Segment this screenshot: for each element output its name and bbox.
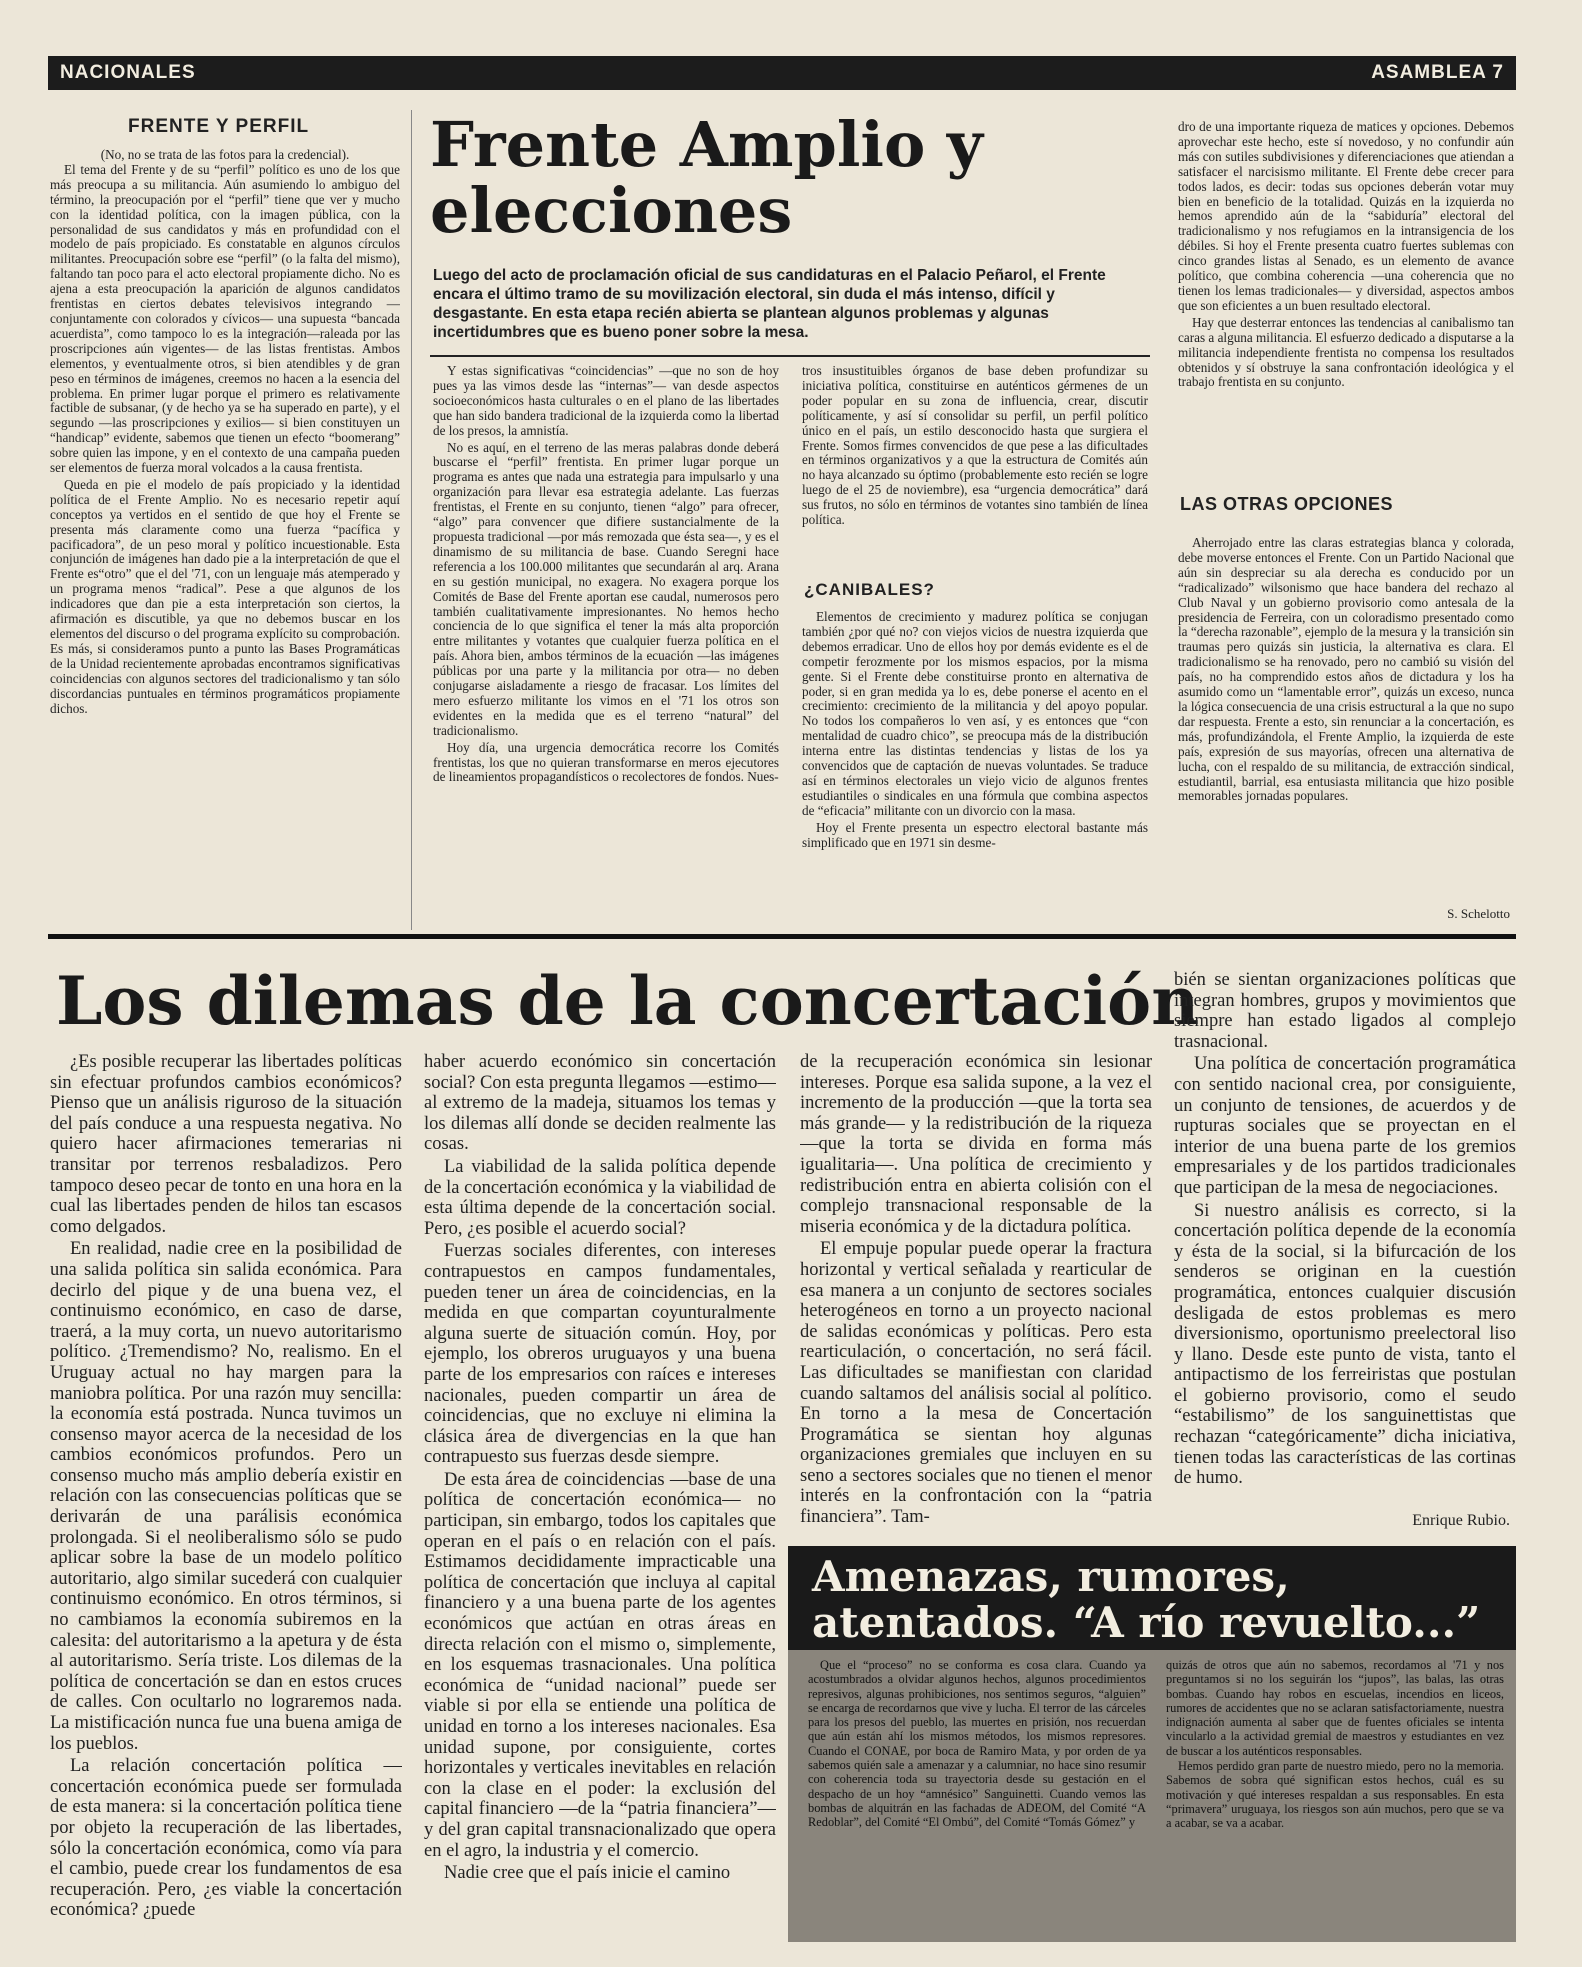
article-paragraph: Fuerzas sociales diferentes, con intereses contrapuestos en campos fundamentales, pueden tener un área de coincidencias, en la medida en que compartan coyunturalmente alguna suerte de situación común. Hoy, por ejemplo, los obreros uruguayos y una buena parte de los empresarios con raíces e intereses nacionales, pueden compartir un área de coincidencias, que no excluye ni elimina la clásica área de divergencias en la que han contrapuesto sus fuerzas desde siempre. bbox=[424, 1241, 776, 1468]
article-paragraph: tros insustituibles órganos de base deben profundizar su iniciativa política, constituirse en auténticos gérmenes de un poder popular en su zona de influencia, crear, discutir políticamente, y así sí consolidar su perfil, un perfil político único en el país, un estilo desconocido hasta que surgiera el Frente. Somos firmes convencidos de que pese a las dificultades en términos organizativos y a que la estructura de Comités aún no haya alcanzado su óptimo (probablemente esto recién se logre luego de el 25 de noviembre), esa “urgencia democrática” dará sus frutos, no sólo en términos de votantes sino también de línea política. bbox=[802, 364, 1148, 528]
article-paragraph: Aherrojado entre las claras estrategias blanca y colorada, debe moverse entonces el Frente. Con un Partido Nacional que aún sin despreciar su ala derecha es conducido por un “radicalizado” wilsonismo que hace bandera del rechazo al Club Naval y un gobierno provisorio como antesala de la presidencia de Ferreira, con un coloradismo presentado como la “derecha razonable”, ejemplo de la mesura y la transición sin traumas pero quizás sin justicia, la alternativa es clara. El tradicionalismo se ha renovado, pero no cambió su visión del país, no ha comprendido estos años de dictadura y los ha asumido como un “lamentable error”, quizás un exceso, nunca la lógica consecuencia de una crisis estructural a la que no supo dar respuesta. Frente a esto, sin renunciar a la concertación, es más, profundizándola, el Frente Amplio, la izquierda de este país, expresión de sus mayorías, ofrecen una alternativa de lucha, con el respaldo de su militancia, de extracción sindical, estudiantil, barrial, esa entusiasta militancia que hizo posible memorables jornadas populares. bbox=[1178, 536, 1514, 804]
article-paragraph: Elementos de crecimiento y madurez política se conjugan también ¿por qué no? con viejos vicios de nuestra izquierda que debemos erradicar. Uno de ellos hoy por demás evidente es el de competir ferozmente por los mismos espacios, por la misma gente. Si el Frente debe constituirse pronto en alternativa de poder, si en gran medida ya lo es, debe ponerse el acento en el crecimiento: crecimiento de la militancia y del apoyo popular. No todos los compañeros lo ven así, y es entonces que “con mentalidad de cuadro chico”, se preocupa más de la distribución interna entre las distintas tendencias y listas de los ya convencidos que de captación de nuevas voluntades. Se traduce así en términos electorales un viejo vicio de algunos frentes estudiantiles o sindicales en una fórmula que combina aspectos de “eficacia” militante con un divorcio con la masa. bbox=[802, 610, 1148, 818]
article-paragraph: ¿Es posible recuperar las libertades políticas sin efectuar profundos cambios económicos? Pienso que un análisis riguroso de la situación del país conduce a una respuesta negativa. No quiero hacer afirmaciones temerarias ni transitar por terrenos resbaladizos. Pero tampoco deseo pecar de tonto en una hora en la cual las libertades penden de hilos tan escasos como delgados. bbox=[50, 1052, 402, 1237]
frente-perfil-paragraph: El tema del Frente y de su “perfil” político es uno de los que más preocupa a su militancia. Aún asumiendo lo ambiguo del término, la preocupación por el “perfil” tiene que ver y mucho con la identidad política, con la imagen pública, con la personalidad de sus candidatos y más en profundidad con el modelo de país propiciado. Es constatable en algunos círculos militantes. Preocupación sobre ese “perfil” (o la falta del mismo), faltando tan poco para el acto electoral propiamente dicho. No es ajena a esta preocupación la aparición de algunos candidatos frentistas en ciertos debates televisivos integrando —conjuntamente con colorados y cívicos— una supuesta “bancada acuerdista”, como tampoco lo es la integración—raleada por las proscripciones aún vigentes— de las listas frentistas. Ambos elementos, y eventualmente otros, si bien atendibles y de gran peso en términos de imágenes, creemos no hacen a la esencia del problema. En primer lugar porque el primero es relativamente factible de subsanar, (y de hecho ya se ha superado en parte), y el segundo —las proscripciones y exilios— si bien constituyen un “handicap” evidente, sabemos que tienen un efecto “boomerang” sobre quien las impone, y en el contexto de una campaña pueden ser elementos de fuerza moral volcados a la causa frentista. bbox=[50, 161, 400, 476]
dilemas-column-2 bbox=[424, 1052, 776, 1942]
section-rule bbox=[48, 934, 1516, 939]
frente-amplio-lead: Luego del acto de proclamación oficial de sus candidaturas en el Palacio Peñarol, el Frente encara el último tramo de su movilización electoral, sin duda el más intenso, difícil y desgastante. En esta etapa recién abierta se plantean algunos problemas y algunas incertidumbres que es bueno poner sobre la mesa. bbox=[433, 267, 1106, 341]
section-header-bar bbox=[48, 56, 1516, 90]
article-paragraph: La relación concertación política —concertación económica puede ser formulada de esta manera: si la concertación política tiene por objeto la recuperación de las libertades, sólo la concertación económica, como vía para el cambio, puede crear los fundamentos de esa recuperación. Pero, ¿es viable la concertación económica? ¿puede bbox=[50, 1756, 402, 1921]
article-paragraph: Nadie cree que el país inicie el camino bbox=[444, 1863, 731, 1884]
frente-amplio-column-2b bbox=[802, 610, 1148, 932]
article-paragraph: Si nuestro análisis es correcto, si la concertación política depende de la economía y ésta de la social, si la bifurcación de los senderos se originan en la cuestión programática, entonces cualquier discusión desligada de estos problemas es mero diversionismo, oportunismo preelectoral liso y llano. Desde este punto de vista, tanto el antipactismo de los ferreiristas que postulan el gobierno provisorio, como el seudo “estabilismo” de los sanguinettistas que rechazan “categóricamente” dicha iniciativa, tienen todas las características de las cortinas de humo. bbox=[1174, 1200, 1516, 1489]
frente-amplio-headline: Frente Amplio y elecciones bbox=[430, 108, 983, 247]
article-paragraph: de la recuperación económica sin lesionar intereses. Porque esa salida supone, a la vez el incremento de la producción —que la torta sea más grande— y la redistribución de la riqueza —que la torta se divida en forma más igualitaria—. Una política de crecimiento y redistribución entra en abierta colisión con el complejo transnacional responsable de la miseria económica y de la dictadura política. bbox=[800, 1052, 1152, 1237]
amenazas-column-1 bbox=[808, 1658, 1146, 1938]
dilemas-column-3 bbox=[800, 1052, 1152, 1536]
lead-rule bbox=[430, 355, 1150, 357]
canibales-subheading: ¿CANIBALES? bbox=[804, 580, 935, 599]
dilemas-column-1 bbox=[50, 1052, 402, 1942]
article-paragraph: La viabilidad de la salida política depende de la concertación económica y la viabilidad de esta última depende de la concertación social. Pero, ¿es posible el acuerdo social? bbox=[424, 1156, 776, 1239]
article-paragraph: haber acuerdo económico sin concertación social? Con esta pregunta llegamos —estimo— al extremo de la madeja, situamos los temas y los dilemas allí donde se deciden realmente las cosas. bbox=[424, 1052, 776, 1155]
article-paragraph: Hemos perdido gran parte de nuestro miedo, pero no la memoria. Sabemos de sobra qué significan estos hechos, cuál es su motivación y qué intereses respaldan a sus responsables. En esta “primavera” uruguaya, los riesgos son aún muchos, pero que se va a acabar, se va a acabar. bbox=[1166, 1759, 1504, 1831]
column-divider bbox=[411, 110, 412, 930]
frente-perfil-title: FRENTE Y PERFIL bbox=[128, 116, 310, 137]
article-paragraph: dro de una importante riqueza de matices y opciones. Debemos aprovechar este hecho, este sí novedoso, y no confundir aún más con sutiles subdivisiones y diferenciaciones que atiendan a satisfacer el narcisismo militante. El Frente debe crecer para todos lados, es decir: todas sus opciones deberán votar muy bien en beneficio de la totalidad. Quizás en la izquierda no hemos aprendido aún de la “sabiduría” electoral del tradicionalismo y nos refugiamos en la intransigencia de los débiles. Si hoy el Frente presenta cuatro fuertes sublemas con cinco grandes listas al Senado, es un elemento de avance político, que combina coherencia —una coherencia que no tienen los lemas tradicionales— y diversidad, aspectos ambos que son eficientes a un buen resultado electoral. bbox=[1178, 120, 1514, 313]
amenazas-body-box bbox=[788, 1650, 1516, 1942]
frente-amplio-column-3b bbox=[1178, 536, 1514, 904]
frente-perfil-column bbox=[50, 148, 400, 930]
frente-amplio-column-2 bbox=[802, 364, 1148, 596]
article-paragraph: Y estas significativas “coincidencias” —que no son de hoy pues ya las vimos desde las “internas”— van desde aspectos socioeconómicos hasta culturales o en el plano de las libertades que han sido bandera tradicional de la izquierda como la libertad de los presos, la amnistía. bbox=[433, 364, 779, 438]
otras-opciones-subheading: LAS OTRAS OPCIONES bbox=[1180, 494, 1394, 514]
article-paragraph: El empuje popular puede operar la fractura horizontal y vertical señalada y rearticular de esa manera a un conjunto de sectores sociales heterogéneos en torno a un proyecto nacional de salidas económicas y políticas. Pero esta rearticulación, o concertación, no será fácil. Las dificultades se manifiestan con claridad cuando saltamos del análisis social al político. En torno a la mesa de Concertación Programática se sientan hoy algunas organizaciones gremiales que incluyen en su seno a sectores sociales que no tienen el menor interés en la confrontación con la “patria financiera”. Tam- bbox=[800, 1239, 1152, 1528]
article-paragraph: No es aquí, en el terreno de las meras palabras donde deberá buscarse el “perfil” frentista. En primer lugar porque un programa es antes que nada una estrategia para impulsarlo y una organización para llevar esa estrategia adelante. Las fuerzas frentistas, el Frente en su conjunto, tienen “algo” para ofrecer, “algo” para convencer que difiere sustancialmente de la propuesta tradicional —por más remozada que ésta sea—, y es el dinamismo de su militancia de base. Cuando Seregni hace referencia a los 100.000 militantes que secundarán al arq. Arana en su gestión municipal, no exagera. No exagera porque los Comités de Base del Frente aportan ese caudal, numerosos pero también cualitativamente impresionantes. No hemos hecho conciencia de lo que significa el tener la más alta proporción entre militantes y votantes que cualquier fuerza política en el país. Ahora bien, ambos términos de la ecuación —las imágenes públicas por una parte y la militancia por otra— no deben conjugarse aisladamente a riesgo de fracasar. Los límites del mero esfuerzo militante los vimos en el '71 los otros son evidentes en la medida que es el terreno “natural” del tradicionalismo. bbox=[433, 439, 779, 738]
frente-perfil-paragraph: Queda en pie el modelo de país propiciado y la identidad política de el Frente Amplio. No es necesario repetir aquí conceptos ya vertidos en el sentido de que hoy el Frente se presenta más claramente como una fuerza “pacífica y pacificadora”, de un peso moral y político incuestionable. Esta conjunción de imágenes han dado pie a la interpretación de que el Frente es“otro” que el del '71, con un lenguaje más atemperado y un programa menos “radical”. Pese a que algunos de los indicadores que dan pie a esta interpretación son ciertos, la afirmación es discutible, ya que no debemos buscar en los elementos del discurso o del programa explícito su comprobación. Es más, si consideramos punto a punto las Bases Programáticas de la Unidad recientemente aprobadas encontramos significativas coincidencias con algunos sectores del tradicionalismo y tan sólo discordancias puntuales en términos programáticos propiamente dichos. bbox=[50, 476, 400, 716]
amenazas-headline: Amenazas, rumores, atentados. “A río revuelto...” bbox=[812, 1552, 1481, 1647]
dilemas-column-4 bbox=[1174, 970, 1516, 1492]
frente-amplio-column-3 bbox=[1178, 120, 1514, 492]
article-paragraph: quizás de otros que aún no sabemos, recordamos al '71 y nos preguntamos si no los seguirán los “jupos”, las balas, las otras bombas. Cuando hay robos en escuelas, incendios en liceos, rumores de accidentes que no se aclaran satisfactoriamente, nuestra indignación aumenta al saber que de fuentes oficiales se intenta vincularlo a la actividad gremial de maestros y estudiantes en vez de buscar a los auténticos responsables. bbox=[1166, 1658, 1504, 1758]
article-paragraph: Hoy el Frente presenta un espectro electoral bastante más simplificado que en 1971 sin desme- bbox=[802, 819, 1148, 850]
article-paragraph: bién se sientan organizaciones políticas que integran hombres, grupos y movimientos que siempre han estado ligados al complejo trasnacional. bbox=[1174, 970, 1516, 1052]
frente-perfil-caption: (No, no se trata de las fotos para la credencial). bbox=[100, 148, 350, 162]
article-paragraph: Una política de concertación programática con sentido nacional crea, por consiguiente, un conjunto de tensiones, de acuerdos y de rupturas sociales que se proyectan en el interior de una buena parte de los gremios empresariales y de los partidos tradicionales que participan de la mesa de negociaciones. bbox=[1174, 1054, 1516, 1198]
signature-schelotto: S. Schelotto bbox=[1447, 906, 1510, 921]
amenazas-column-2 bbox=[1166, 1658, 1504, 1938]
article-paragraph: Hay que desterrar entonces las tendencias al canibalismo tan caras a alguna militancia. El esfuerzo dedicado a disputarse a la militancia independiente frentista no compensa los resultados obtenidos y sí obstruye la sana confrontación ideológica y el trabajo frentista en su conjunto. bbox=[1178, 314, 1514, 390]
frente-amplio-column-1 bbox=[433, 364, 779, 932]
article-paragraph: Que el “proceso” no se conforma es cosa clara. Cuando ya acostumbrados a olvidar algunos hechos, algunos procedimientos represivos, algunas prohibiciones, nos sentimos seguros, “alguien” se encarga de recordarnos que vive y lucha. El terror de las cárceles para los presos del pueblo, las muertes en prisión, nos recuerdan que aún están ahí los mismos métodos, los mismos represores. Cuando el CONAE, por boca de Ramiro Mata, y por orden de ya sabemos quién sale a amenazar y a calumniar, no hace sino resumir con coherencia toda su trayectoria desde su gestación en el despacho de un hoy “amnésico” Sanguinetti. Cuando vemos las bombas de alquitrán en las fachadas de ADEOM, del Comité “A Redoblar”, del Comité “El Ombú”, del Comité “Tomás Gómez” y bbox=[808, 1658, 1146, 1830]
page-label: ASAMBLEA 7 bbox=[1371, 62, 1504, 83]
article-paragraph: Hoy día, una urgencia democrática recorre los Comités frentistas, los que no quieran transformarse en meros ejecutores de lineamientos propagandísticos o recolectores de fondos. Nues- bbox=[433, 739, 779, 785]
article-paragraph: De esta área de coincidencias —base de una política de concertación económica— no participan, sin embargo, todos los capitales que operan en el país o en relación con el país. Estimamos decididamente impracticable una política de concertación que incluya al capital financiero y a una buena parte de los agentes económicos que actúan en otras áreas en directa relación con el mismo o, simplemente, en los esquemas trasnacionales. Una política económica de “unidad nacional” puede ser viable si por ella se entiende una política de unidad en torno a los intereses nacionales. Esa unidad supone, por consiguiente, cortes horizontales y verticales inevitables en relación con la clase en el poder: la exclusión del capital financiero —de la “patria financiera”— y del gran capital transnacionalizado que opera en el agro, la industria y el comercio. bbox=[424, 1469, 776, 1861]
article-paragraph: En realidad, nadie cree en la posibilidad de una salida política sin salida económica. Para decirlo del pique y de una buena vez, el continuismo económico, en caso de darse, traerá, a la muy corta, un nuevo autoritarismo político. ¿Tremendismo? No, realismo. En el Uruguay actual no hay margen para la maniobra política. Por una razón muy sencilla: la economía está postrada. Nunca tuvimos un consenso mayor acerca de la necesidad de los cambios económicos profundos. Pero un consenso mucho más amplio debería existir en relación con las consecuencias políticas que se derivarán de una parálisis económica prolongada. Si el neoliberalismo sólo se pudo aplicar sobre la base de un modelo político autoritario, algo similar sucederá con cualquier continuismo económico. En otros términos, si no cambiamos la economía subiremos en la calesita: del autoritarismo a la apetura y de ésta al autoritarismo. Sería triste. Los dilemas de la política de concertación se dan en estos cruces de calles. Con ocultarlo no lograremos nada. La mistificación nunca fue una buena amiga de los pueblos. bbox=[50, 1239, 402, 1754]
signature-rubio: Enrique Rubio. bbox=[1412, 1512, 1510, 1529]
section-label: NACIONALES bbox=[60, 62, 196, 83]
dilemas-headline: Los dilemas de la concertación bbox=[56, 962, 1200, 1040]
amenazas-headline-box bbox=[788, 1546, 1516, 1650]
